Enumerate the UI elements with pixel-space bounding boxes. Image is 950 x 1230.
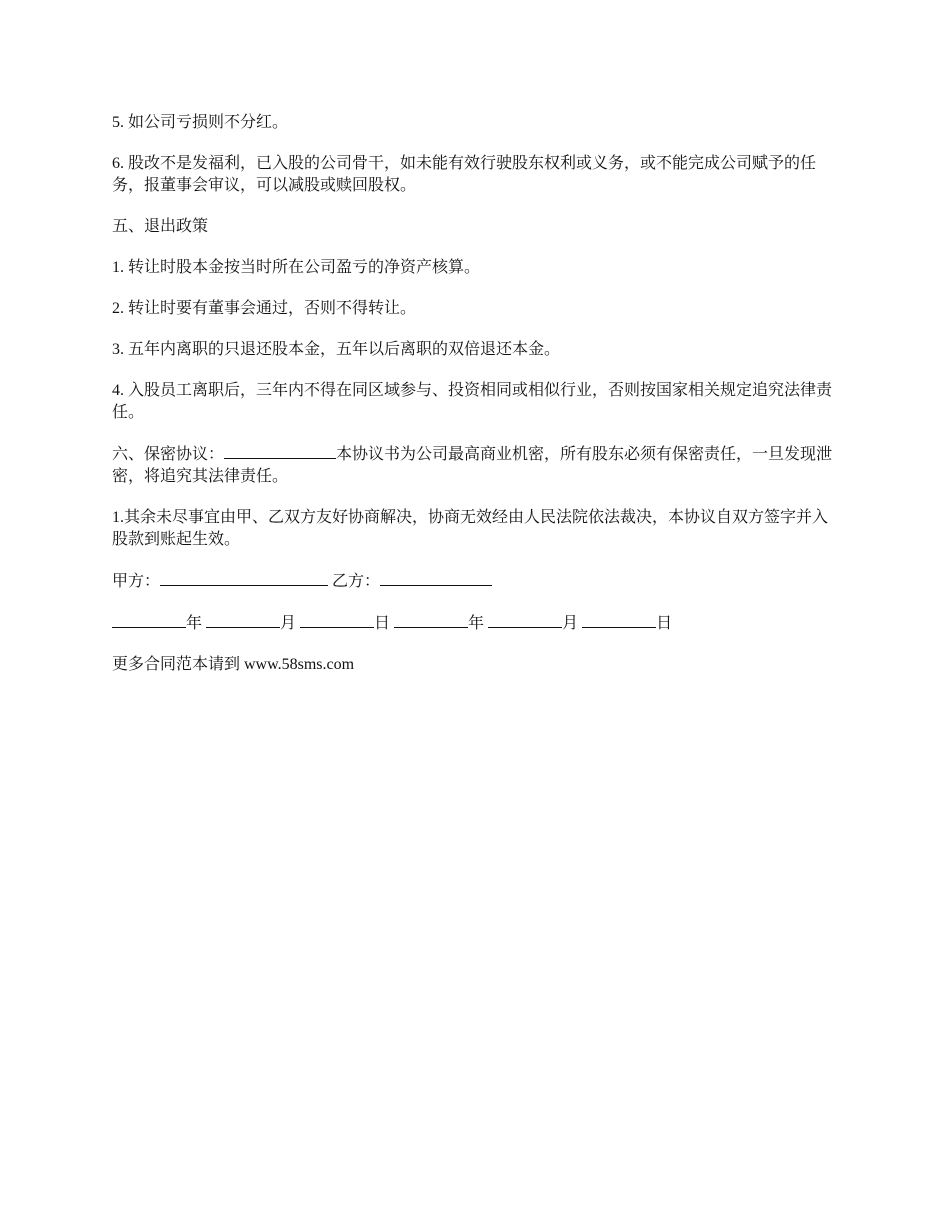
day-blank-a xyxy=(300,612,374,628)
exit-clause-1: 1. 转让时股本金按当时所在公司盈亏的净资产核算。 xyxy=(112,259,481,276)
month-blank-b xyxy=(488,612,562,628)
confidentiality-blank xyxy=(224,443,336,459)
party-b-blank xyxy=(380,570,492,586)
day-label-b: 日 xyxy=(656,615,673,632)
signature-line xyxy=(112,570,838,593)
party-a-blank xyxy=(160,570,328,586)
year-blank-b xyxy=(394,612,468,628)
confidentiality-clause xyxy=(112,443,838,488)
exit-clause-3: 3. 五年内离职的只退还股本金，五年以后离职的双倍退还本金。 xyxy=(112,341,561,358)
date-line xyxy=(112,612,838,635)
exit-clause-4: 4. 入股员工离职后，三年内不得在同区域参与、投资相同或相似行业，否则按国家相关规定追究法律责任。 xyxy=(112,382,833,421)
party-a-label: 甲方： xyxy=(112,573,161,590)
month-label-a: 月 xyxy=(280,615,297,632)
month-blank-a xyxy=(206,612,280,628)
section-heading-exit-policy: 五、退出政策 xyxy=(112,218,209,235)
clause-6: 6. 股改不是发福利，已入股的公司骨干，如未能有效行驶股东权利或义务，或不能完成公司赋予的任务，报董事会审议，可以减股或赎回股权。 xyxy=(112,155,817,194)
confidentiality-text: 本协议书为公司最高商业机密，所有股东必须有保密责任，一旦发现泄密，将追究其法律责任。 xyxy=(112,446,833,485)
final-clause: 1.其余未尽事宜由甲、乙双方友好协商解决，协商无效经由人民法院依法裁决，本协议自双方签字并入股款到账起生效。 xyxy=(112,509,829,548)
year-label-b: 年 xyxy=(468,615,485,632)
day-blank-b xyxy=(582,612,656,628)
party-b-label: 乙方： xyxy=(332,573,381,590)
footer-note: 更多合同范本请到 www.58sms.com xyxy=(112,656,355,673)
day-label-a: 日 xyxy=(374,615,391,632)
clause-5: 5. 如公司亏损则不分红。 xyxy=(112,114,289,131)
year-blank-a xyxy=(112,612,186,628)
month-label-b: 月 xyxy=(562,615,579,632)
exit-clause-2: 2. 转让时要有董事会通过，否则不得转让。 xyxy=(112,300,417,317)
confidentiality-label: 六、保密协议： xyxy=(112,446,225,463)
year-label-a: 年 xyxy=(186,615,203,632)
